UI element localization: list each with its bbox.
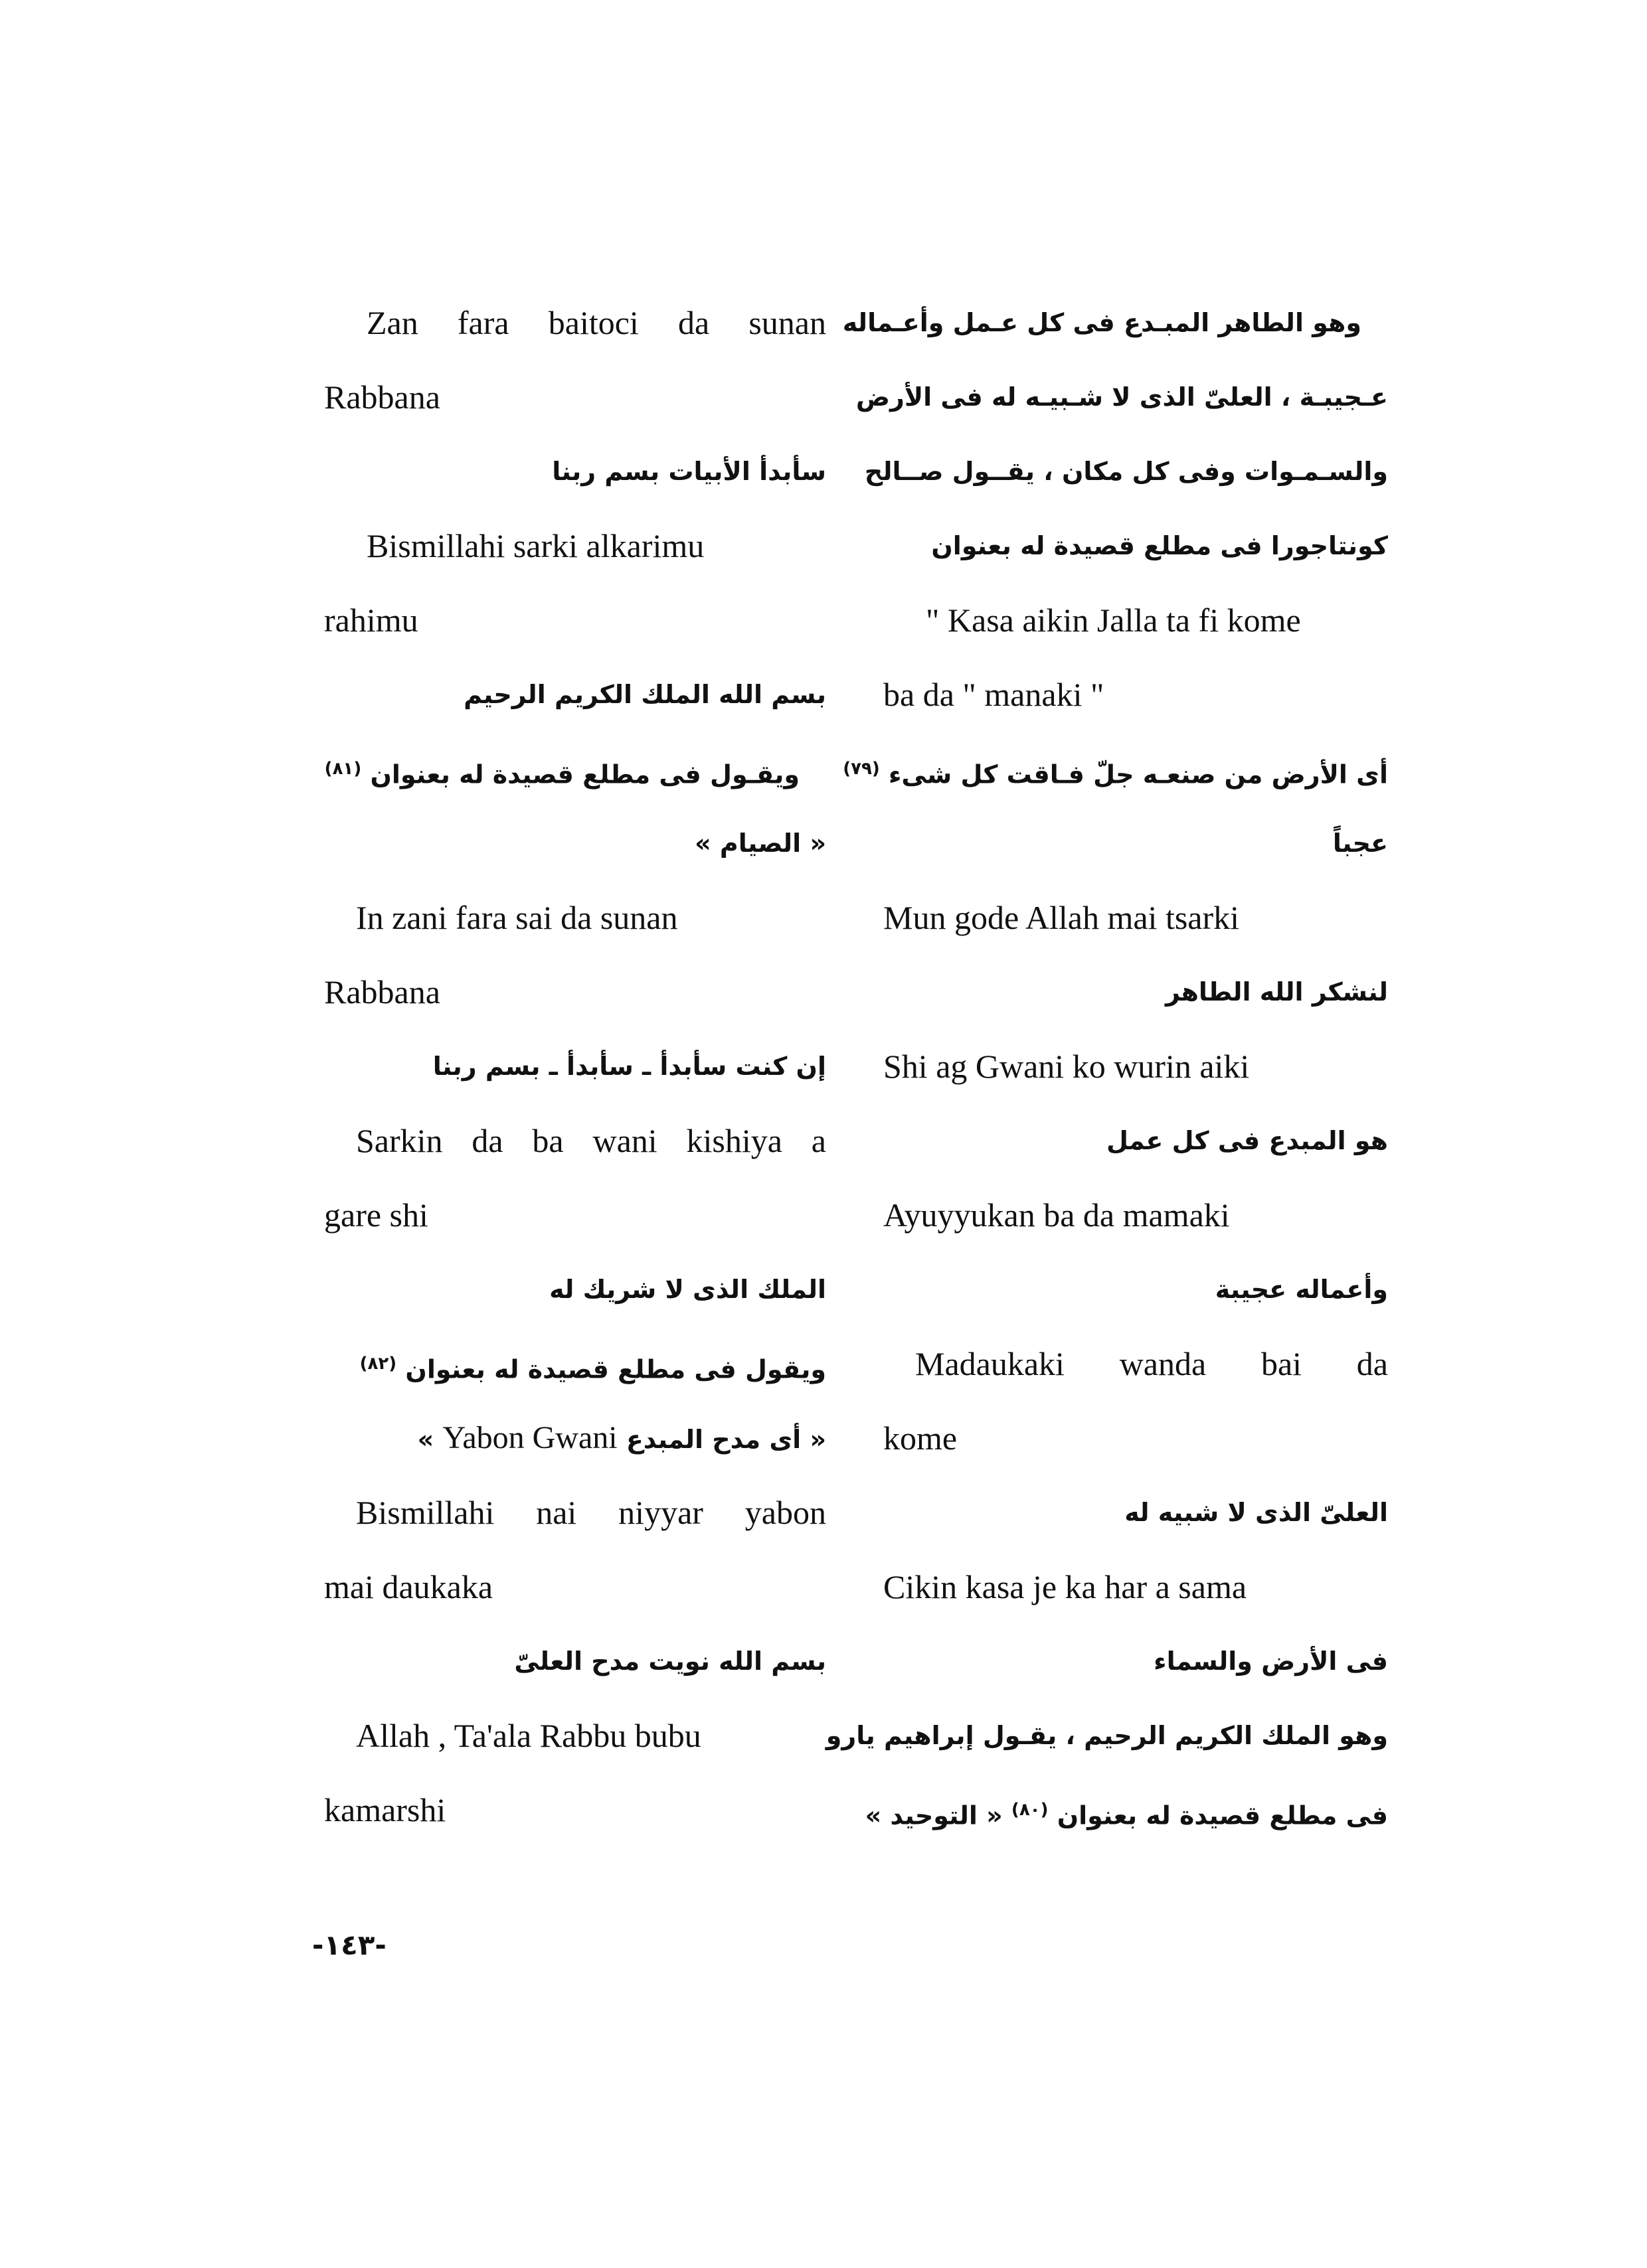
left-column — [324, 285, 826, 1847]
hausa-title: Yabon Gwani — [442, 1420, 618, 1455]
arabic-line: العلىّ الذى لا شبيه له — [1124, 1498, 1388, 1527]
footnote-marker: (٨٠) — [1011, 1800, 1049, 1820]
arabic-line: إن كنت سأبدأ ـ سأبدأ ـ بسم ربنا — [432, 1052, 826, 1081]
hausa-line: Mun gode Allah mai tsarki — [883, 899, 1240, 936]
hausa-line: Cikin kasa je ka har a sama — [883, 1568, 1247, 1605]
hausa-line: Sarkin da ba wani kishiya a — [356, 1122, 826, 1159]
hausa-line: Madaukaki wanda bai da — [915, 1345, 1388, 1382]
arabic-line: « الصيام » — [695, 829, 826, 858]
hausa-line: kome — [883, 1419, 958, 1457]
arabic-text: ويقول فى مطلع قصيدة له بعنوان — [405, 1354, 826, 1384]
hausa-line: Allah , Ta'ala Rabbu bubu — [356, 1717, 701, 1754]
hausa-line: ba da " manaki " — [883, 676, 1104, 713]
arabic-line: وأعماله عجيبة — [1215, 1275, 1388, 1304]
hausa-line: Ayuyyukan ba da mamaki — [883, 1196, 1230, 1234]
arabic-line: بسم الله نويت مدح العلىّ — [514, 1647, 826, 1676]
hausa-line: rahimu — [324, 602, 418, 639]
arabic-line: وهو الطاهر المبـدع فى كل عـمل وأعـماله — [842, 308, 1361, 337]
arabic-line: فى الأرض والسماء — [1154, 1647, 1388, 1676]
hausa-line: " Kasa aikin Jalla ta fi kome — [926, 602, 1301, 639]
hausa-line: kamarshi — [324, 1791, 446, 1828]
arabic-line: لنشكر الله الطاهر — [1165, 977, 1388, 1007]
arabic-line: الملك الذى لا شريك له — [549, 1275, 826, 1304]
arabic-line-with-footnote — [324, 1327, 826, 1401]
page-number: -١٤٣- — [312, 1929, 387, 1961]
arabic-line: هو المبدع فى كل عمل — [1106, 1126, 1388, 1155]
arabic-line: بسم الله الملك الكريم الرحيم — [464, 680, 826, 709]
arabic-line: وهو الملك الكريم الرحيم ، يقـول إبراهيم يارو — [825, 1721, 1388, 1750]
arabic-text: فى مطلع قصيدة له بعنوان — [1057, 1801, 1388, 1830]
arabic-line: كونتاجورا فى مطلع قصيدة له بعنوان — [931, 531, 1388, 560]
arabic-line-with-footnote — [865, 1773, 1388, 1847]
hausa-line: In zani fara sai da sunan — [356, 899, 678, 936]
hausa-line: Rabbana — [324, 973, 440, 1011]
arabic-text: « أى مدح المبدع — [626, 1425, 826, 1454]
footnote-marker: (٧٩) — [843, 759, 880, 779]
right-column — [825, 285, 1388, 1847]
arabic-line: عجباً — [1332, 829, 1388, 858]
mixed-title-line — [324, 1401, 826, 1475]
footnote-marker: (٨٢) — [359, 1354, 397, 1374]
arabic-line: والسـمـوات وفى كل مكان ، يقــول صــالح — [864, 457, 1388, 486]
arabic-line-with-footnote — [324, 732, 826, 806]
arabic-line-with-footnote — [843, 732, 1388, 806]
quote-mark: » — [417, 1425, 434, 1454]
arabic-text: أى الأرض من صنعـه جلّ فـاقت كل شىء — [888, 760, 1388, 789]
arabic-line: سأبدأ الأبيات بسم ربنا — [552, 457, 826, 486]
hausa-line: Rabbana — [324, 378, 440, 416]
arabic-line: عـجيبـة ، العلىّ الذى لا شـبيـه له فى الأرض — [855, 382, 1388, 412]
arabic-text: ويقـول فى مطلع قصيدة له بعنوان — [370, 760, 800, 789]
arabic-title: « التوحيد » — [865, 1801, 1003, 1830]
hausa-line: mai daukaka — [324, 1568, 493, 1605]
hausa-line: Bismillahi nai niyyar yabon — [356, 1494, 826, 1531]
hausa-line: gare shi — [324, 1196, 428, 1234]
hausa-line: Zan fara baitoci da sunan — [367, 304, 826, 341]
footnote-marker: (٨١) — [324, 759, 362, 779]
hausa-line: Bismillahi sarki alkarimu — [367, 527, 705, 564]
hausa-line: Shi ag Gwani ko wurin aiki — [883, 1048, 1250, 1085]
